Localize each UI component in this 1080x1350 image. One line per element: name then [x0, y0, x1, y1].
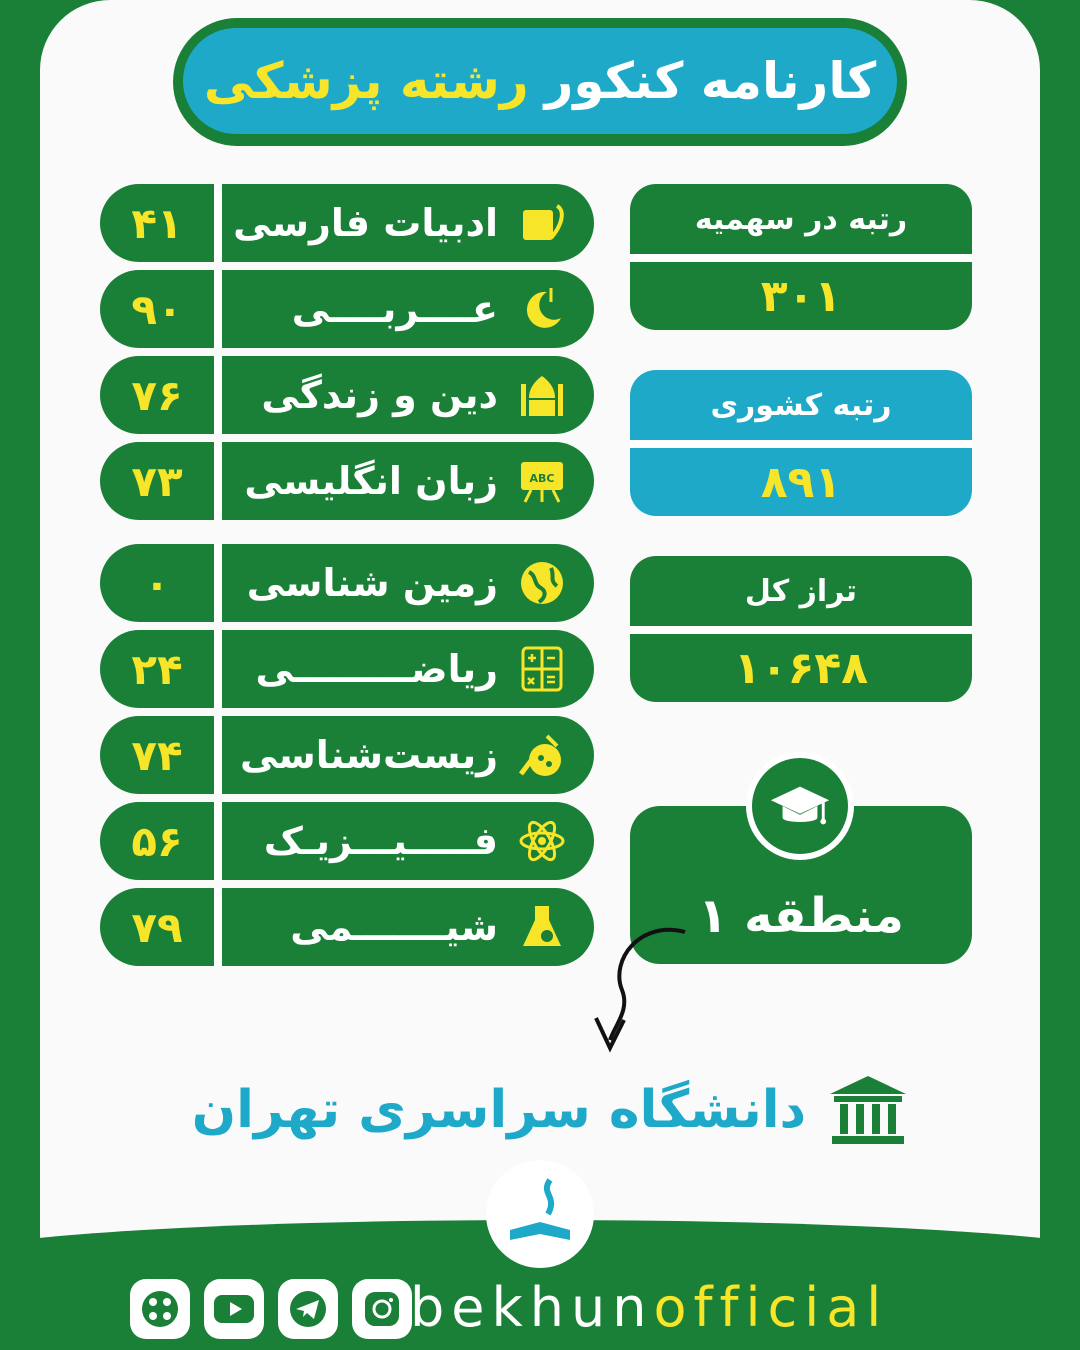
row-divider [214, 802, 222, 880]
subject-row [100, 630, 594, 708]
national-rank-box [630, 370, 972, 516]
row-divider [214, 716, 222, 794]
subject-name-cell [222, 356, 594, 434]
subject-score: ۵۶ [131, 816, 183, 866]
row-divider [214, 442, 222, 520]
subject-row [100, 442, 594, 520]
graduation-cap-icon [746, 752, 854, 860]
subject-score: ۴۱ [131, 198, 183, 248]
calculator-icon [516, 643, 568, 695]
taraz-box [630, 556, 972, 702]
subject-name-cell [222, 442, 594, 520]
social-handle[interactable] [410, 1272, 888, 1342]
logo-graphic [500, 1174, 580, 1254]
university-line [180, 1060, 920, 1160]
subject-name-cell [222, 184, 594, 262]
subject-label: زبان انگلیسی [244, 459, 498, 503]
row-divider [214, 630, 222, 708]
quota-rank-value: ۳۰۱ [630, 262, 972, 330]
quota-rank-box [630, 184, 972, 330]
subject-label: زیست‌شناسی [239, 733, 498, 777]
national-rank-value: ۸۹۱ [630, 448, 972, 516]
subject-row [100, 802, 594, 880]
crescent-icon [516, 283, 568, 335]
row-divider [214, 356, 222, 434]
instagram-icon[interactable] [352, 1279, 412, 1339]
subject-name-cell [222, 888, 594, 966]
aparat-icon[interactable] [130, 1279, 190, 1339]
title-main: کارنامه کنکور [544, 52, 877, 110]
subject-label: زمین شناسی [246, 561, 498, 605]
subject-row [100, 888, 594, 966]
subject-row [100, 544, 594, 622]
row-divider [214, 544, 222, 622]
curved-arrow-icon [580, 920, 700, 1060]
book-quill-icon [516, 197, 568, 249]
university-building-icon [828, 1072, 908, 1148]
national-rank-label: رتبه کشوری [630, 370, 972, 440]
page-title [183, 28, 897, 134]
subject-score: ۰ [144, 558, 170, 608]
title-highlight: رشته پزشکی [203, 52, 529, 110]
quota-rank-label: رتبه در سهمیه [630, 184, 972, 254]
subject-score: ۷۶ [131, 370, 183, 420]
subject-row [100, 356, 594, 434]
subject-label: فـــــیـــزیـک [263, 819, 498, 863]
handle-part1: bekhun [410, 1275, 654, 1339]
taraz-value: ۱۰۶۴۸ [630, 634, 972, 702]
subject-row [100, 716, 594, 794]
taraz-label: تراز کل [630, 556, 972, 626]
atom-icon [516, 815, 568, 867]
petri-dish-icon [516, 729, 568, 781]
region-label: منطقه ۱ [698, 888, 904, 944]
bekhun-logo [486, 1160, 594, 1268]
social-links [130, 1276, 412, 1342]
subject-row [100, 184, 594, 262]
subject-label: شیـــــــمی [290, 905, 498, 949]
abc-board-icon [516, 455, 568, 507]
mosque-icon [516, 369, 568, 421]
subject-name-cell [222, 630, 594, 708]
subject-score: ۷۹ [131, 902, 183, 952]
subject-name-cell [222, 270, 594, 348]
subject-score: ۷۳ [131, 456, 183, 506]
youtube-icon[interactable] [204, 1279, 264, 1339]
flask-icon [516, 901, 568, 953]
subject-score: ۹۰ [131, 284, 183, 334]
subject-label: ریاضـــــــــی [255, 647, 498, 691]
row-divider [214, 888, 222, 966]
subject-row [100, 270, 594, 348]
subject-score: ۲۴ [131, 644, 183, 694]
subject-name-cell [222, 802, 594, 880]
svg-text:ABC: ABC [529, 472, 555, 485]
subject-score: ۷۴ [131, 730, 183, 780]
subject-label: ادبیات فارسی [233, 201, 498, 245]
globe-icon [516, 557, 568, 609]
row-divider [214, 270, 222, 348]
handle-part2: official [653, 1275, 889, 1339]
subject-name-cell [222, 544, 594, 622]
university-name: دانشگاه سراسری تهران [191, 1080, 807, 1140]
subject-name-cell [222, 716, 594, 794]
row-divider [214, 184, 222, 262]
subject-label: دین و زندگی [261, 373, 498, 417]
subject-label: عــــربــــی [291, 287, 498, 331]
telegram-icon[interactable] [278, 1279, 338, 1339]
